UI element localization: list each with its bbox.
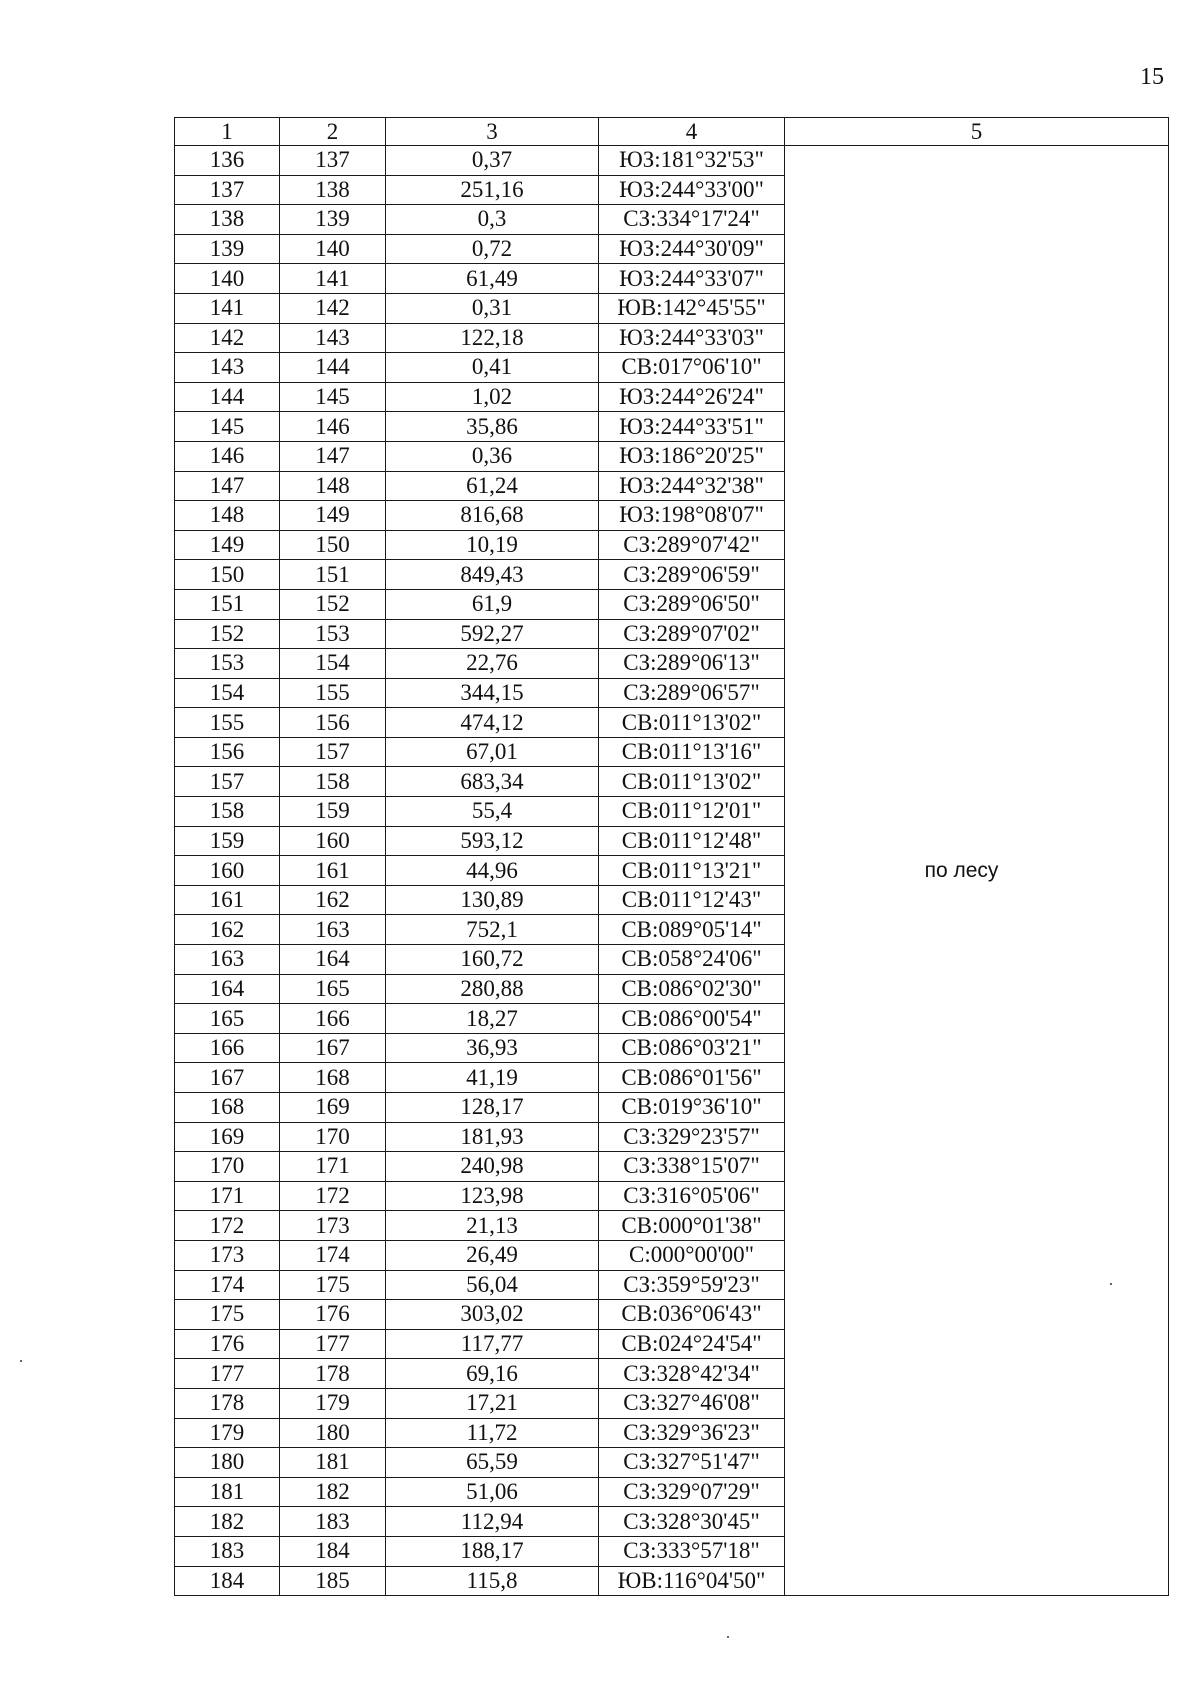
distance-cell: 0,31: [386, 293, 599, 323]
from-point-cell: 151: [175, 589, 280, 619]
bearing-cell: ЮЗ:244°33'51": [599, 412, 785, 442]
to-point-cell: 143: [280, 323, 386, 353]
bearing-cell: СЗ:329°23'57": [599, 1122, 785, 1152]
to-point-cell: 153: [280, 619, 386, 649]
bearing-cell: ЮЗ:198°08'07": [599, 501, 785, 531]
bearing-cell: СЗ:333°57'18": [599, 1536, 785, 1566]
column-header: 2: [280, 118, 386, 146]
distance-cell: 122,18: [386, 323, 599, 353]
to-point-cell: 175: [280, 1270, 386, 1300]
to-point-cell: 161: [280, 856, 386, 886]
distance-cell: 303,02: [386, 1300, 599, 1330]
from-point-cell: 136: [175, 146, 280, 176]
column-header: 5: [785, 118, 1169, 146]
to-point-cell: 171: [280, 1152, 386, 1182]
bearing-cell: С:000°00'00": [599, 1240, 785, 1270]
to-point-cell: 149: [280, 501, 386, 531]
from-point-cell: 178: [175, 1388, 280, 1418]
from-point-cell: 158: [175, 797, 280, 827]
distance-cell: 816,68: [386, 501, 599, 531]
to-point-cell: 159: [280, 797, 386, 827]
bearing-cell: СЗ:289°06'59": [599, 560, 785, 590]
distance-cell: 117,77: [386, 1329, 599, 1359]
distance-cell: 251,16: [386, 175, 599, 205]
distance-cell: 240,98: [386, 1152, 599, 1182]
distance-cell: 56,04: [386, 1270, 599, 1300]
to-point-cell: 156: [280, 708, 386, 738]
table-row: [175, 146, 1169, 176]
from-point-cell: 181: [175, 1477, 280, 1507]
bearing-cell: СВ:019°36'10": [599, 1093, 785, 1123]
from-point-cell: 179: [175, 1418, 280, 1448]
to-point-cell: 174: [280, 1240, 386, 1270]
bearing-cell: СВ:024°24'54": [599, 1329, 785, 1359]
to-point-cell: 170: [280, 1122, 386, 1152]
from-point-cell: 148: [175, 501, 280, 531]
bearing-cell: СЗ:327°51'47": [599, 1448, 785, 1478]
to-point-cell: 164: [280, 945, 386, 975]
distance-cell: 61,24: [386, 471, 599, 501]
from-point-cell: 171: [175, 1181, 280, 1211]
to-point-cell: 140: [280, 234, 386, 264]
to-point-cell: 184: [280, 1536, 386, 1566]
distance-cell: 683,34: [386, 767, 599, 797]
distance-cell: 1,02: [386, 382, 599, 412]
bearing-cell: СВ:058°24'06": [599, 945, 785, 975]
distance-cell: 35,86: [386, 412, 599, 442]
distance-cell: 752,1: [386, 915, 599, 945]
bearing-cell: СВ:017°06'10": [599, 353, 785, 383]
distance-cell: 22,76: [386, 649, 599, 679]
to-point-cell: 146: [280, 412, 386, 442]
to-point-cell: 163: [280, 915, 386, 945]
from-point-cell: 180: [175, 1448, 280, 1478]
to-point-cell: 181: [280, 1448, 386, 1478]
bearing-cell: СВ:011°13'21": [599, 856, 785, 886]
to-point-cell: 176: [280, 1300, 386, 1330]
to-point-cell: 182: [280, 1477, 386, 1507]
from-point-cell: 149: [175, 530, 280, 560]
from-point-cell: 165: [175, 1004, 280, 1034]
from-point-cell: 177: [175, 1359, 280, 1389]
from-point-cell: 159: [175, 826, 280, 856]
from-point-cell: 147: [175, 471, 280, 501]
from-point-cell: 138: [175, 205, 280, 235]
from-point-cell: 161: [175, 885, 280, 915]
distance-cell: 0,72: [386, 234, 599, 264]
distance-cell: 0,41: [386, 353, 599, 383]
bearing-cell: СЗ:289°07'42": [599, 530, 785, 560]
to-point-cell: 144: [280, 353, 386, 383]
bearing-cell: СЗ:328°42'34": [599, 1359, 785, 1389]
from-point-cell: 175: [175, 1300, 280, 1330]
bearing-cell: ЮЗ:244°32'38": [599, 471, 785, 501]
distance-cell: 51,06: [386, 1477, 599, 1507]
from-point-cell: 157: [175, 767, 280, 797]
distance-cell: 61,9: [386, 589, 599, 619]
bearing-cell: ЮЗ:244°33'07": [599, 264, 785, 294]
distance-cell: 0,36: [386, 441, 599, 471]
to-point-cell: 167: [280, 1033, 386, 1063]
bearing-cell: ЮЗ:244°26'24": [599, 382, 785, 412]
distance-cell: 849,43: [386, 560, 599, 590]
survey-table: [174, 117, 1169, 1596]
bearing-cell: ЮЗ:244°30'09": [599, 234, 785, 264]
distance-cell: 280,88: [386, 974, 599, 1004]
distance-cell: 65,59: [386, 1448, 599, 1478]
to-point-cell: 142: [280, 293, 386, 323]
from-point-cell: 143: [175, 353, 280, 383]
bearing-cell: ЮЗ:181°32'53": [599, 146, 785, 176]
distance-cell: 593,12: [386, 826, 599, 856]
distance-cell: 21,13: [386, 1211, 599, 1241]
to-point-cell: 138: [280, 175, 386, 205]
bearing-cell: СЗ:359°59'23": [599, 1270, 785, 1300]
bearing-cell: ЮЗ:244°33'00": [599, 175, 785, 205]
from-point-cell: 155: [175, 708, 280, 738]
from-point-cell: 162: [175, 915, 280, 945]
distance-cell: 128,17: [386, 1093, 599, 1123]
bearing-cell: СЗ:327°46'08": [599, 1388, 785, 1418]
from-point-cell: 137: [175, 175, 280, 205]
bearing-cell: СЗ:329°36'23": [599, 1418, 785, 1448]
to-point-cell: 165: [280, 974, 386, 1004]
to-point-cell: 160: [280, 826, 386, 856]
distance-cell: 123,98: [386, 1181, 599, 1211]
bearing-cell: СЗ:329°07'29": [599, 1477, 785, 1507]
from-point-cell: 146: [175, 441, 280, 471]
distance-cell: 0,3: [386, 205, 599, 235]
to-point-cell: 183: [280, 1507, 386, 1537]
to-point-cell: 150: [280, 530, 386, 560]
to-point-cell: 147: [280, 441, 386, 471]
from-point-cell: 176: [175, 1329, 280, 1359]
distance-cell: 26,49: [386, 1240, 599, 1270]
bearing-cell: СЗ:289°07'02": [599, 619, 785, 649]
distance-cell: 474,12: [386, 708, 599, 738]
to-point-cell: 162: [280, 885, 386, 915]
column-header: 3: [386, 118, 599, 146]
to-point-cell: 157: [280, 737, 386, 767]
from-point-cell: 152: [175, 619, 280, 649]
distance-cell: 112,94: [386, 1507, 599, 1537]
distance-cell: 17,21: [386, 1388, 599, 1418]
distance-cell: 130,89: [386, 885, 599, 915]
bearing-cell: СВ:011°13'02": [599, 767, 785, 797]
distance-cell: 11,72: [386, 1418, 599, 1448]
bearing-cell: СЗ:316°05'06": [599, 1181, 785, 1211]
to-point-cell: 141: [280, 264, 386, 294]
page-number: 15: [1140, 64, 1164, 90]
bearing-cell: СВ:011°12'48": [599, 826, 785, 856]
bearing-cell: ЮЗ:186°20'25": [599, 441, 785, 471]
from-point-cell: 144: [175, 382, 280, 412]
bearing-cell: СЗ:328°30'45": [599, 1507, 785, 1537]
from-point-cell: 150: [175, 560, 280, 590]
from-point-cell: 142: [175, 323, 280, 353]
bearing-cell: СВ:086°03'21": [599, 1033, 785, 1063]
from-point-cell: 164: [175, 974, 280, 1004]
distance-cell: 69,16: [386, 1359, 599, 1389]
bearing-cell: СЗ:289°06'50": [599, 589, 785, 619]
to-point-cell: 154: [280, 649, 386, 679]
distance-cell: 18,27: [386, 1004, 599, 1034]
bearing-cell: СЗ:289°06'57": [599, 678, 785, 708]
from-point-cell: 183: [175, 1536, 280, 1566]
distance-cell: 10,19: [386, 530, 599, 560]
distance-cell: 41,19: [386, 1063, 599, 1093]
distance-cell: 55,4: [386, 797, 599, 827]
distance-cell: 67,01: [386, 737, 599, 767]
distance-cell: 36,93: [386, 1033, 599, 1063]
from-point-cell: 163: [175, 945, 280, 975]
to-point-cell: 169: [280, 1093, 386, 1123]
distance-cell: 44,96: [386, 856, 599, 886]
distance-cell: 115,8: [386, 1566, 599, 1596]
from-point-cell: 170: [175, 1152, 280, 1182]
from-point-cell: 167: [175, 1063, 280, 1093]
from-point-cell: 156: [175, 737, 280, 767]
from-point-cell: 168: [175, 1093, 280, 1123]
from-point-cell: 172: [175, 1211, 280, 1241]
table-header-row: [175, 118, 1169, 146]
to-point-cell: 145: [280, 382, 386, 412]
bearing-cell: СЗ:338°15'07": [599, 1152, 785, 1182]
bearing-cell: СВ:011°13'16": [599, 737, 785, 767]
bearing-cell: СВ:000°01'38": [599, 1211, 785, 1241]
column-header: 1: [175, 118, 280, 146]
to-point-cell: 173: [280, 1211, 386, 1241]
bearing-cell: СВ:086°01'56": [599, 1063, 785, 1093]
to-point-cell: 179: [280, 1388, 386, 1418]
table-body: [175, 146, 1169, 1596]
to-point-cell: 151: [280, 560, 386, 590]
bearing-cell: ЮВ:116°04'50": [599, 1566, 785, 1596]
boundary-description-cell: по лесу: [785, 146, 1169, 1596]
from-point-cell: 184: [175, 1566, 280, 1596]
column-header: 4: [599, 118, 785, 146]
distance-cell: 188,17: [386, 1536, 599, 1566]
from-point-cell: 139: [175, 234, 280, 264]
bearing-cell: ЮВ:142°45'55": [599, 293, 785, 323]
scan-speck: [20, 1360, 22, 1362]
to-point-cell: 152: [280, 589, 386, 619]
from-point-cell: 182: [175, 1507, 280, 1537]
bearing-cell: СВ:036°06'43": [599, 1300, 785, 1330]
distance-cell: 160,72: [386, 945, 599, 975]
from-point-cell: 169: [175, 1122, 280, 1152]
to-point-cell: 180: [280, 1418, 386, 1448]
to-point-cell: 148: [280, 471, 386, 501]
bearing-cell: СВ:086°00'54": [599, 1004, 785, 1034]
bearing-cell: СВ:086°02'30": [599, 974, 785, 1004]
to-point-cell: 139: [280, 205, 386, 235]
from-point-cell: 153: [175, 649, 280, 679]
to-point-cell: 168: [280, 1063, 386, 1093]
from-point-cell: 174: [175, 1270, 280, 1300]
from-point-cell: 140: [175, 264, 280, 294]
to-point-cell: 185: [280, 1566, 386, 1596]
to-point-cell: 158: [280, 767, 386, 797]
to-point-cell: 155: [280, 678, 386, 708]
scan-speck: [1110, 1283, 1112, 1285]
distance-cell: 61,49: [386, 264, 599, 294]
to-point-cell: 178: [280, 1359, 386, 1389]
bearing-cell: СЗ:334°17'24": [599, 205, 785, 235]
to-point-cell: 166: [280, 1004, 386, 1034]
bearing-cell: СВ:011°12'43": [599, 885, 785, 915]
to-point-cell: 172: [280, 1181, 386, 1211]
bearing-cell: ЮЗ:244°33'03": [599, 323, 785, 353]
distance-cell: 592,27: [386, 619, 599, 649]
distance-cell: 181,93: [386, 1122, 599, 1152]
from-point-cell: 160: [175, 856, 280, 886]
from-point-cell: 145: [175, 412, 280, 442]
from-point-cell: 141: [175, 293, 280, 323]
from-point-cell: 173: [175, 1240, 280, 1270]
bearing-cell: СВ:011°13'02": [599, 708, 785, 738]
distance-cell: 344,15: [386, 678, 599, 708]
distance-cell: 0,37: [386, 146, 599, 176]
to-point-cell: 177: [280, 1329, 386, 1359]
bearing-cell: СВ:089°05'14": [599, 915, 785, 945]
scan-speck: [727, 1636, 729, 1638]
bearing-cell: СЗ:289°06'13": [599, 649, 785, 679]
from-point-cell: 154: [175, 678, 280, 708]
to-point-cell: 137: [280, 146, 386, 176]
bearing-cell: СВ:011°12'01": [599, 797, 785, 827]
from-point-cell: 166: [175, 1033, 280, 1063]
